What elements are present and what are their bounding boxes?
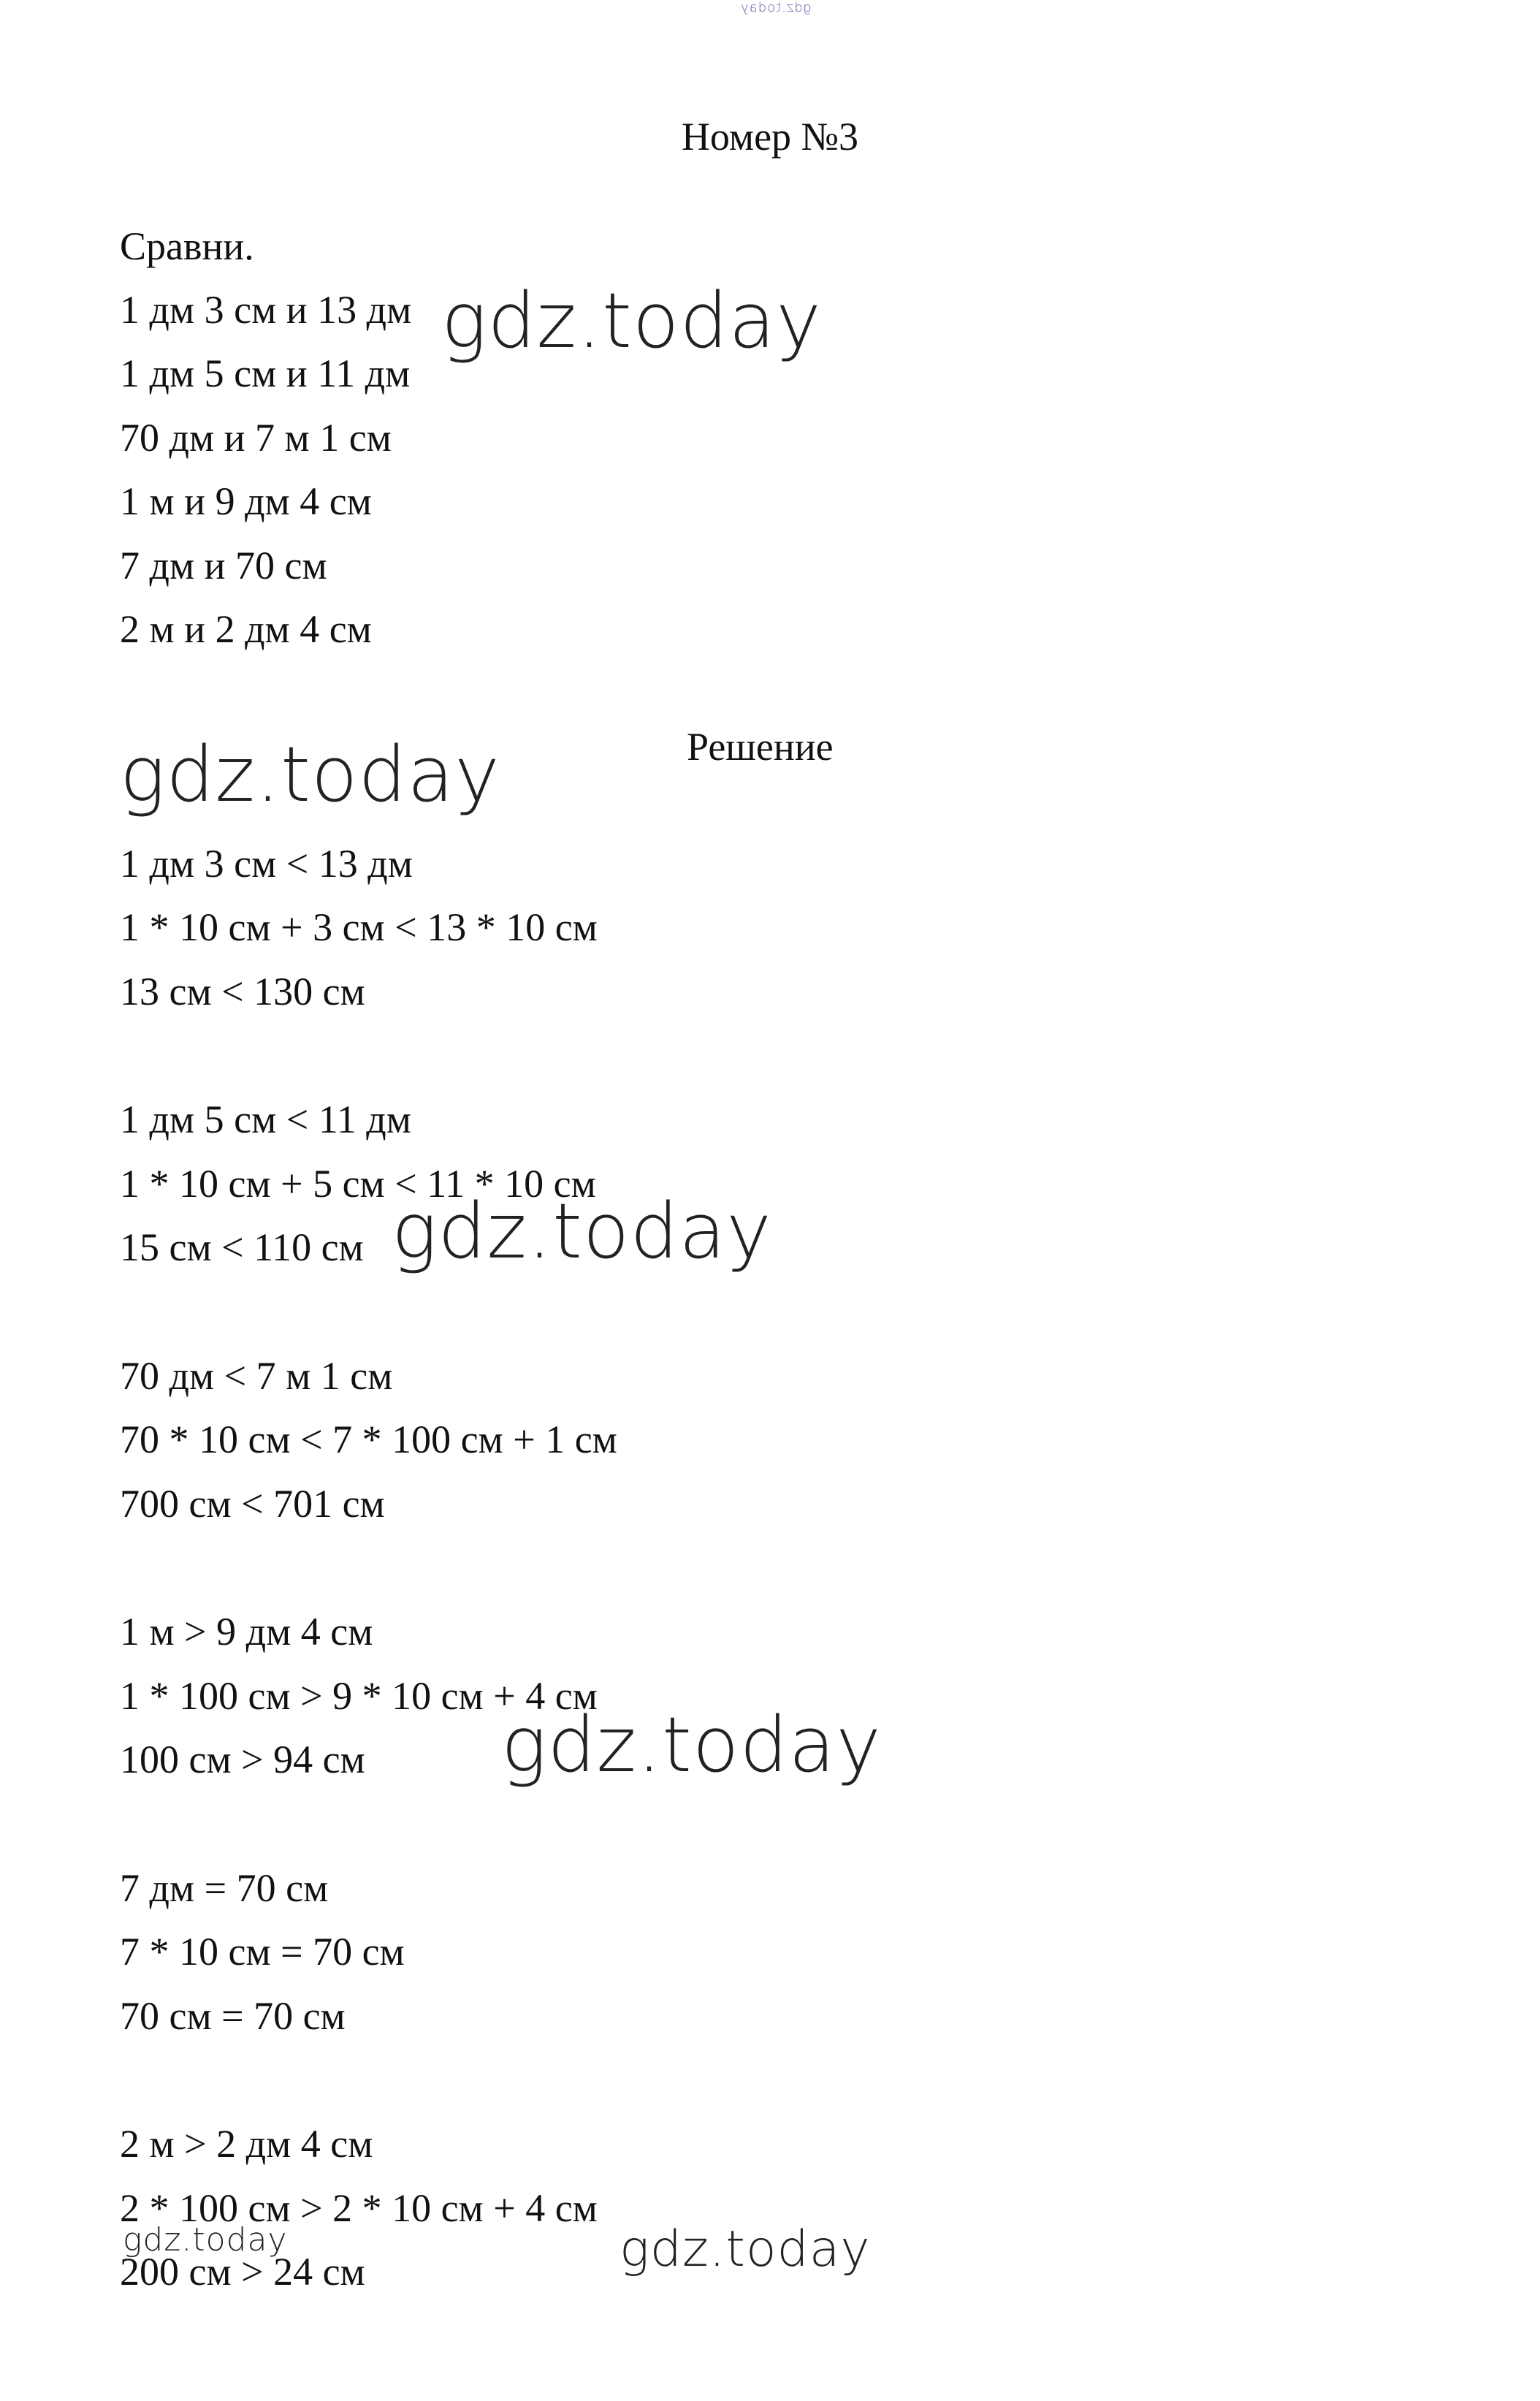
watermark: gdz.today (620, 2221, 871, 2278)
solution-line: 70 см = 70 см (120, 1994, 346, 2038)
solution-line: 1 дм 5 см < 11 дм (120, 1097, 411, 1141)
solution-line: 1 дм 3 см < 13 дм (120, 842, 413, 886)
watermark-tiny: gdz.today (740, 0, 812, 15)
solution-line: 2 * 100 см > 2 * 10 см + 4 см (120, 2186, 598, 2230)
task-heading: Сравни. (120, 224, 254, 268)
solution-line: 1 * 100 см > 9 * 10 см + 4 см (120, 1674, 598, 1718)
task-item: 1 дм 5 см и 11 дм (120, 351, 411, 395)
task-item: 2 м и 2 дм 4 см (120, 607, 372, 651)
solution-line: 1 * 10 см + 3 см < 13 * 10 см (120, 905, 598, 949)
watermark: gdz.today (120, 730, 500, 819)
watermark: gdz.today (392, 1187, 772, 1276)
solution-line: 2 м > 2 дм 4 см (120, 2122, 373, 2166)
watermark: gdz.today (501, 1700, 882, 1789)
watermark: gdz.today (441, 276, 822, 365)
solution-line: 15 см < 110 см (120, 1225, 364, 1269)
solution-line: 700 см < 701 см (120, 1482, 385, 1526)
solution-line: 70 дм < 7 м 1 см (120, 1354, 393, 1398)
task-item: 1 дм 3 см и 13 дм (120, 288, 412, 332)
solution-line: 1 м > 9 дм 4 см (120, 1610, 373, 1654)
solution-line: 70 * 10 см < 7 * 100 см + 1 см (120, 1418, 617, 1461)
solution-line: 13 см < 130 см (120, 970, 365, 1013)
page-title: Номер №3 (681, 115, 859, 159)
solution-line: 7 дм = 70 см (120, 1866, 329, 1910)
solution-line: 7 * 10 см = 70 см (120, 1930, 405, 1974)
solution-line: 200 см > 24 см (120, 2250, 365, 2294)
solution-heading: Решение (687, 725, 834, 769)
watermark: gdz.today (123, 2221, 288, 2259)
solution-line: 1 * 10 см + 5 см < 11 * 10 см (120, 1162, 596, 1206)
task-item: 70 дм и 7 м 1 см (120, 416, 392, 460)
task-item: 1 м и 9 дм 4 см (120, 479, 372, 523)
solution-line: 100 см > 94 см (120, 1738, 365, 1781)
task-item: 7 дм и 70 см (120, 544, 327, 587)
